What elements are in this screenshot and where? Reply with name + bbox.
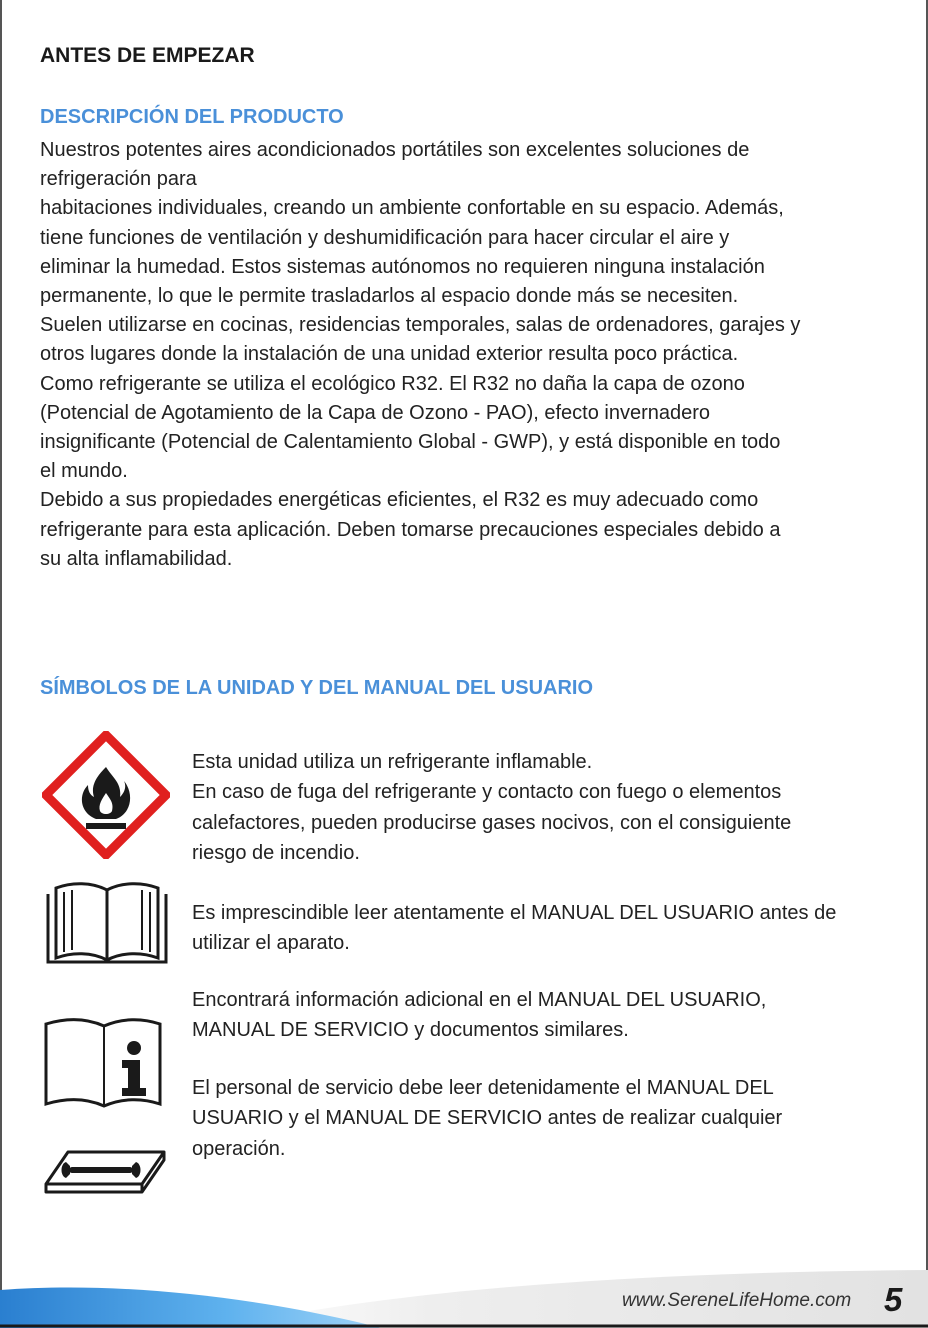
description-line: tiene funciones de ventilación y deshumidificación para hacer circular el aire y: [40, 226, 730, 249]
symbol-line: El personal de servicio debe leer detenidamente el MANUAL DEL: [192, 1077, 774, 1099]
footer-website-url: www.SereneLifeHome.com: [622, 1290, 852, 1311]
symbol-line: USUARIO y el MANUAL DE SERVICIO antes de realizar cualquier: [192, 1107, 783, 1130]
description-line: Suelen utilizarse en cocinas, residencias temporales, salas de ordenadores, garajes y: [40, 314, 801, 337]
symbol-line: calefactores, pueden producirse gases nocivos, con el consiguiente: [192, 811, 792, 834]
symbol-line: utilizar el aparato.: [192, 932, 350, 955]
description-line: Como refrigerante se utiliza el ecológico R32. El R32 no daña la capa de ozono: [40, 372, 745, 395]
symbol-text-flammable: [192, 747, 902, 869]
manual-info-icon: [42, 1016, 164, 1110]
description-line: el mundo.: [40, 460, 128, 483]
symbol-text-read-manual: [192, 898, 902, 959]
description-line: eliminar la humedad. Estos sistemas autónomos no requieren ninguna instalación: [40, 255, 765, 278]
description-line: Debido a sus propiedades energéticas eficientes, el R32 es muy adecuado como: [40, 489, 759, 512]
description-line: Nuestros potentes aires acondicionados portátiles son excelentes soluciones de: [40, 139, 750, 161]
description-line: su alta inflamabilidad.: [40, 547, 233, 570]
symbol-line: En caso de fuga del refrigerante y contacto con fuego o elementos: [192, 781, 782, 804]
symbols-title: SÍMBOLOS DE LA UNIDAD Y DEL MANUAL DEL USUARIO: [40, 677, 594, 699]
description-line: permanente, lo que le permite trasladarlos al espacio donde más se necesiten.: [40, 285, 739, 308]
description-line: (Potencial de Agotamiento de la Capa de Ozono - PAO), efecto invernadero: [40, 401, 711, 424]
page-number: 5: [884, 1281, 903, 1318]
symbol-line: MANUAL DE SERVICIO y documentos similares.: [192, 1019, 629, 1042]
symbol-line: Encontrará información adicional en el MANUAL DEL USUARIO,: [192, 989, 767, 1011]
symbol-line: riesgo de incendio.: [192, 842, 360, 865]
service-manual-wrench-icon: [42, 1146, 170, 1198]
description-line: refrigerante para esta aplicación. Deben tomarse precauciones especiales debido a: [40, 518, 781, 541]
page-heading: ANTES DE EMPEZAR: [40, 44, 255, 67]
flammable-warning-icon: [42, 731, 170, 859]
symbol-text-service: [192, 1073, 902, 1164]
symbol-line: Es imprescindible leer atentamente el MANUAL DEL USUARIO antes de: [192, 902, 837, 924]
open-book-icon: [42, 878, 172, 968]
symbol-text-info: [192, 985, 902, 1046]
symbol-line: Esta unidad utiliza un refrigerante inflamable.: [192, 751, 593, 773]
description-line: habitaciones individuales, creando un ambiente confortable en su espacio. Además,: [40, 197, 784, 220]
description-line: refrigeración para: [40, 168, 197, 191]
description-body: [40, 136, 900, 574]
description-title: DESCRIPCIÓN DEL PRODUCTO: [40, 106, 344, 128]
description-line: insignificante (Potencial de Calentamiento Global - GWP), y está disponible en todo: [40, 431, 781, 454]
symbol-line: operación.: [192, 1137, 286, 1160]
description-line: otros lugares donde la instalación de una unidad exterior resulta poco práctica.: [40, 343, 739, 366]
